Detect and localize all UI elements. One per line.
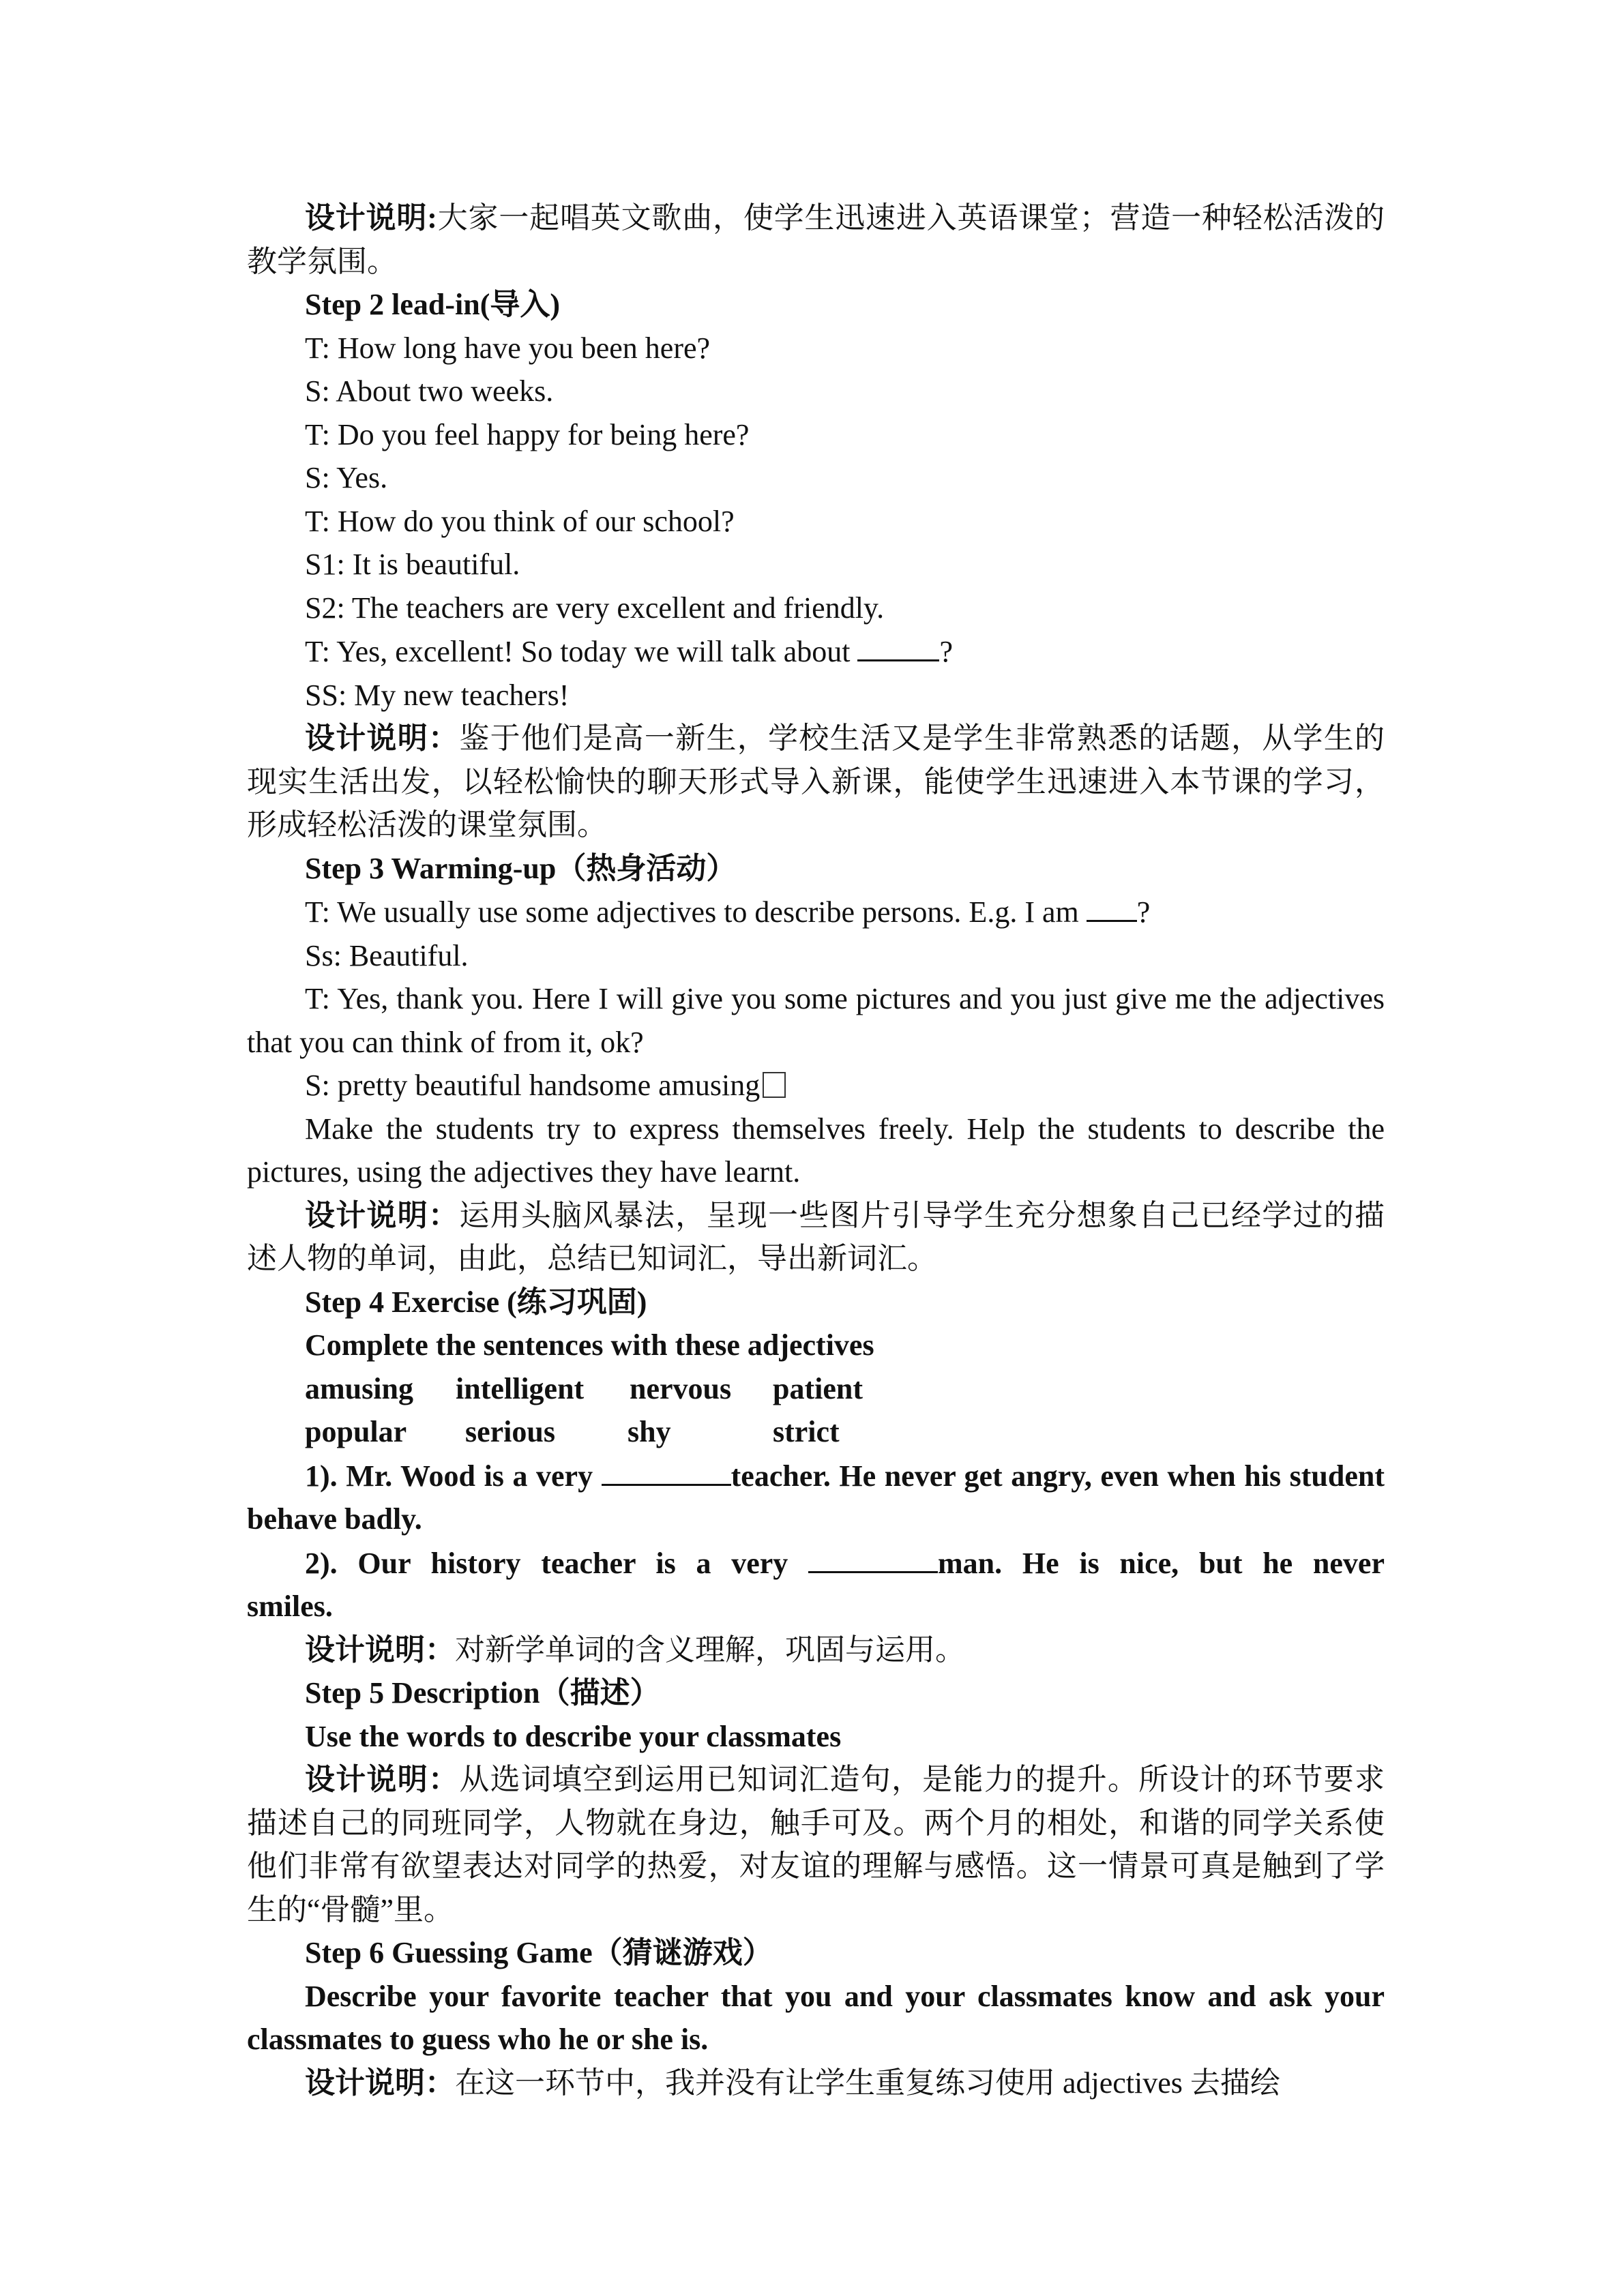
- design-note-label: 设计说明：: [305, 1632, 455, 1667]
- design-note-text: 鉴于他们是高一新生，学校生活又是学生非常熟悉的话题，从学生的现实生活出发，以轻松愉快的聊天形式导入新课，能使学生迅速进入本节课的学习，形成轻松活泼的课堂氛围。: [247, 721, 1385, 841]
- dialog-line: SS: My new teachers!: [305, 678, 570, 712]
- dialog-text: ?: [939, 635, 953, 668]
- instruction-paragraph: Make the students try to express themselves freely. Help the students to describe the pictures, using the adjectives they have learnt.: [247, 1112, 1385, 1189]
- dialog-line: [247, 629, 1385, 674]
- word-bank-item: patient: [773, 1371, 863, 1405]
- fill-blank: [602, 1454, 731, 1486]
- word-bank-item: intelligent: [456, 1371, 585, 1405]
- design-note-2: [247, 717, 1385, 847]
- exercise-question-1: [247, 1454, 1385, 1541]
- dialog-line: [247, 1064, 1385, 1107]
- word-bank-item: amusing: [305, 1371, 413, 1405]
- question-text: 2). Our history teacher is a very: [305, 1546, 809, 1580]
- design-note-4: [247, 1628, 1385, 1672]
- design-note-label: 设计说明:: [305, 201, 437, 235]
- design-note-text: 从选词填空到运用已知词汇造句，是能力的提升。所设计的环节要求描述自己的同班同学，人物就在身边，触手可及。两个月的相处，和谐的同学关系使他们非常有欲望表达对同学的热爱，对友谊的理解与感悟。这一情景可真是触到了学生的“骨髓”里。: [247, 1763, 1385, 1926]
- fill-blank: [808, 1541, 938, 1573]
- dialog-line: S: Yes.: [305, 461, 388, 494]
- design-note-6: [247, 2061, 1385, 2105]
- dialog-line: S: About two weeks.: [305, 374, 554, 408]
- design-note-text: 运用头脑风暴法，呈现一些图片引导学生充分想象自己已经学过的描述人物的单词，由此，总结已知词汇，导出新词汇。: [247, 1198, 1385, 1275]
- exercise-instruction: Complete the sentences with these adjectives: [305, 1328, 874, 1362]
- design-note-text: 大家一起唱英文歌曲，使学生迅速进入英语课堂；营造一种轻松活泼的教学氛围。: [247, 201, 1385, 278]
- step-6-heading: Step 6 Guessing Game（猜谜游戏）: [305, 1936, 773, 1969]
- design-note-text: 对新学单词的含义理解，巩固与运用。: [455, 1632, 965, 1667]
- word-bank-item: shy: [628, 1415, 671, 1448]
- step-6-instruction: Describe your favorite teacher that you and your classmates know and ask your classmates to guess who he or she is.: [247, 1979, 1385, 2056]
- word-bank-item: popular: [305, 1415, 407, 1448]
- design-note-label: 设计说明：: [305, 721, 460, 755]
- exercise-question-2: [247, 1541, 1385, 1628]
- step-5-instruction: Use the words to describe your classmates: [305, 1719, 842, 1753]
- dialog-text: ?: [1136, 895, 1151, 929]
- design-note-label: 设计说明：: [305, 2066, 455, 2100]
- missing-glyph-box: [763, 1072, 786, 1098]
- dialog-line: T: How do you think of our school?: [305, 504, 735, 538]
- word-bank-item: serious: [465, 1415, 555, 1448]
- step-5-heading: Step 5 Description（描述）: [305, 1676, 660, 1710]
- question-text: 1). Mr. Wood is a very: [305, 1459, 602, 1493]
- question-text: man. He is nice, but he never smiles.: [247, 1546, 1385, 1623]
- design-note-text: 在这一环节中，我并没有让学生重复练习使用 adjectives 去描绘: [455, 2066, 1280, 2100]
- design-note-5: [247, 1758, 1385, 1931]
- dialog-line: T: How long have you been here?: [305, 331, 711, 365]
- dialog-text: T: We usually use some adjectives to describe persons. E.g. I am: [305, 895, 1087, 929]
- step-2-heading: Step 2 lead-in(导入): [305, 288, 560, 321]
- dialog-line: S2: The teachers are very excellent and friendly.: [305, 591, 885, 625]
- word-bank-row-2: [247, 1410, 1385, 1454]
- word-bank-item: nervous: [630, 1371, 732, 1405]
- word-bank-row-1: [247, 1367, 1385, 1411]
- dialog-text: T: Yes, excellent! So today we will talk about: [305, 635, 858, 668]
- dialog-line: T: Do you feel happy for being here?: [305, 417, 750, 451]
- fill-blank: [857, 629, 939, 661]
- dialog-line: Ss: Beautiful.: [305, 938, 469, 972]
- dialog-line: T: Yes, thank you. Here I will give you some pictures and you just give me the adjectives that you can think of from it, ok?: [247, 982, 1385, 1059]
- fill-blank: [1087, 890, 1137, 922]
- dialog-text: S: pretty beautiful handsome amusing: [305, 1069, 761, 1102]
- document-page: [247, 196, 1385, 2104]
- design-note-3: [247, 1194, 1385, 1281]
- dialog-line: S1: It is beautiful.: [305, 548, 520, 581]
- word-bank-item: strict: [773, 1415, 840, 1448]
- design-note-label: 设计说明：: [305, 1198, 460, 1232]
- design-note-1: [247, 196, 1385, 283]
- step-3-heading: Step 3 Warming-up（热身活动）: [305, 851, 737, 885]
- design-note-label: 设计说明：: [305, 1763, 460, 1796]
- step-4-heading: Step 4 Exercise (练习巩固): [305, 1285, 647, 1319]
- dialog-line: [247, 890, 1385, 934]
- question-text: teacher. He never get angry, even when his student behave badly.: [247, 1459, 1385, 1536]
